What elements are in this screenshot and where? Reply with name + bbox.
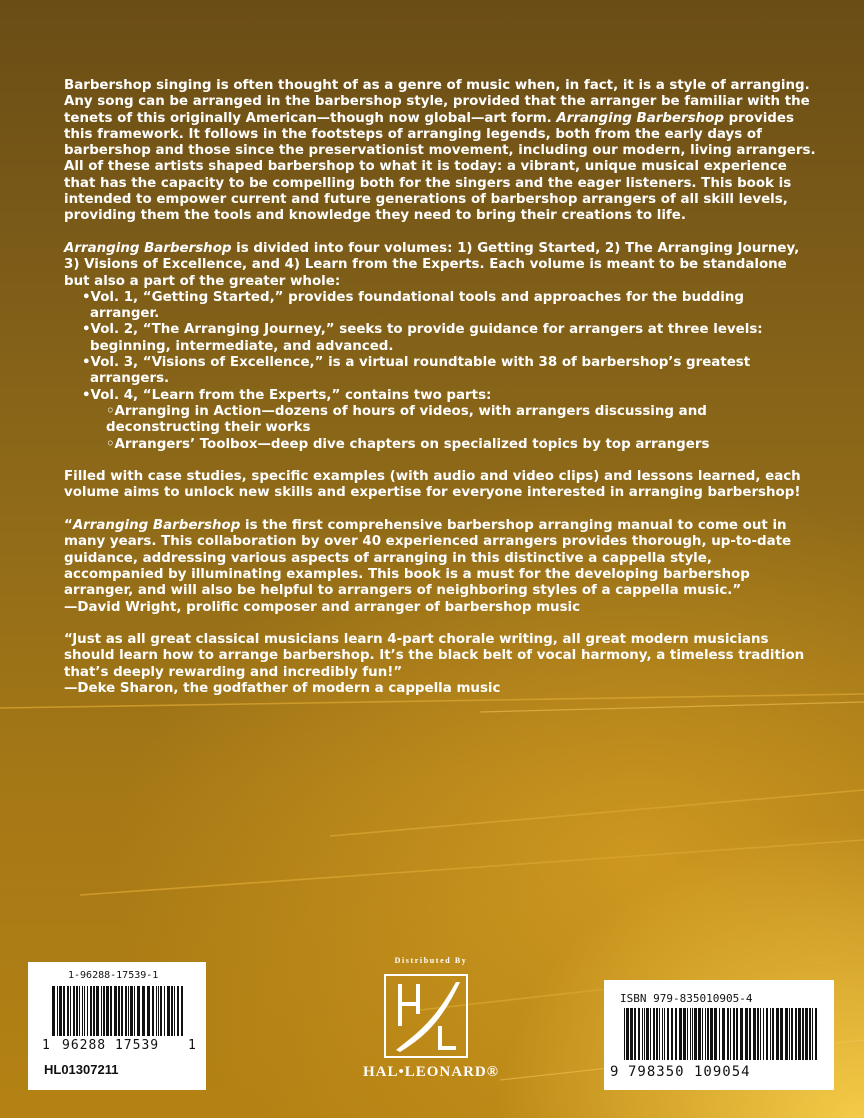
barcode-bar bbox=[121, 986, 123, 1036]
barcode-bar bbox=[638, 1008, 640, 1060]
barcode-bar bbox=[730, 1008, 731, 1060]
barcode-bar bbox=[90, 986, 92, 1036]
barcode-bar bbox=[745, 1008, 748, 1060]
barcode-bar bbox=[101, 986, 102, 1036]
barcode-bar bbox=[785, 1008, 788, 1060]
barcode-bar bbox=[749, 1008, 751, 1060]
barcode-bar bbox=[73, 986, 75, 1036]
barcode-bar bbox=[171, 986, 173, 1036]
barcode-bar bbox=[675, 1008, 677, 1060]
barcode-bar bbox=[181, 986, 183, 1036]
barcode-bar bbox=[662, 1008, 663, 1060]
barcode-bar bbox=[659, 1008, 660, 1060]
quote-sharon bbox=[64, 632, 816, 697]
intro-text-1: Barbershop singing is often thought of as a genre of music when, in fact, it is a style of arranging. Any song can be arranged in the barbershop style, provided that the arranger be familiar with the tenets of this originally American—though now global—art form. bbox=[64, 78, 810, 126]
barcode-bar bbox=[142, 986, 145, 1036]
barcode-bar bbox=[84, 986, 85, 1036]
barcode-bars bbox=[624, 1008, 818, 1060]
barcode-digits: 798350 109054 bbox=[628, 1064, 751, 1080]
quote-attribution: —David Wright, prolific composer and arranger of barbershop music bbox=[64, 599, 581, 615]
barcode-bar bbox=[805, 1008, 808, 1060]
isbn-barcode bbox=[604, 980, 834, 1090]
barcode-bar bbox=[103, 986, 105, 1036]
barcode-bar bbox=[656, 1008, 658, 1060]
barcode-bar bbox=[722, 1008, 725, 1060]
volumes-lead-text: is divided into four volumes: 1) Getting Started, 2) The Arranging Journey, 3) Visions of Excellence, and 4) Learn from the Experts. Each volume is meant to be standalone but also a part of the greater whole: bbox=[64, 240, 800, 289]
barcode-bar bbox=[644, 1008, 645, 1060]
barcode-bar bbox=[760, 1008, 761, 1060]
barcode-bar bbox=[156, 986, 157, 1036]
barcode-bar bbox=[776, 1008, 779, 1060]
summary-paragraph: Filled with case studies, specific examples (with audio and video clips) and lessons learned, each volume aims to unlock new skills and expertise for everyone interested in arranging barbershop! bbox=[64, 469, 801, 501]
barcode-bar bbox=[96, 986, 99, 1036]
barcode-bar bbox=[753, 1008, 756, 1060]
barcode-bar bbox=[118, 986, 120, 1036]
barcode-bar bbox=[757, 1008, 759, 1060]
barcode-bar bbox=[87, 986, 88, 1036]
barcode-bar bbox=[705, 1008, 706, 1060]
volume-4-parts bbox=[64, 404, 816, 453]
barcode-bar bbox=[763, 1008, 764, 1060]
volume-item: •Vol. 2, “The Arranging Journey,” seeks to provide guidance for arrangers at three levels: beginning, intermediate, and advanced. bbox=[82, 322, 763, 354]
barcode-bar bbox=[770, 1008, 771, 1060]
barcode-bar bbox=[671, 1008, 673, 1060]
barcode-bar bbox=[624, 1008, 625, 1060]
barcode-bar bbox=[809, 1008, 811, 1060]
barcode-bar bbox=[679, 1008, 682, 1060]
volume-list bbox=[64, 290, 816, 404]
barcode-bar bbox=[160, 986, 162, 1036]
barcode-bar bbox=[789, 1008, 790, 1060]
barcode-bar bbox=[152, 986, 154, 1036]
barcode-bar bbox=[687, 1008, 688, 1060]
hl-product-code: HL01307211 bbox=[44, 1062, 119, 1077]
barcode-digits: 96288 17539 bbox=[62, 1038, 160, 1053]
barcode-bar bbox=[70, 986, 71, 1036]
volume-4-part: ◦Arrangers’ Toolbox—deep dive chapters on specialized topics by top arrangers bbox=[106, 436, 710, 452]
publisher-name: HAL•LEONARD® bbox=[363, 1064, 499, 1080]
barcode-bar bbox=[646, 1008, 649, 1060]
barcode-bar bbox=[736, 1008, 738, 1060]
barcode-bar bbox=[815, 1008, 817, 1060]
barcode-bar bbox=[780, 1008, 783, 1060]
barcode-bar bbox=[714, 1008, 717, 1060]
barcode-bar bbox=[114, 986, 117, 1036]
barcode-bar bbox=[766, 1008, 768, 1060]
barcode-bar bbox=[692, 1008, 693, 1060]
barcode-bar bbox=[802, 1008, 804, 1060]
barcode-bar bbox=[710, 1008, 713, 1060]
barcode-bar bbox=[791, 1008, 793, 1060]
intro-paragraph bbox=[64, 78, 816, 225]
barcode-bar bbox=[67, 986, 69, 1036]
quote-wright bbox=[64, 518, 816, 616]
volume-item: •Vol. 1, “Getting Started,” provides foundational tools and approaches for the budding arranger. bbox=[82, 289, 744, 322]
barcode-bars bbox=[52, 986, 184, 1036]
barcode-bar bbox=[106, 986, 109, 1036]
barcode-bar bbox=[177, 986, 179, 1036]
volume-item: •Vol. 4, “Learn from the Experts,” contains two parts: bbox=[82, 387, 492, 403]
quote-open: “ bbox=[64, 518, 73, 534]
barcode-digit: 1 bbox=[42, 1038, 51, 1053]
barcode-bar bbox=[690, 1008, 691, 1060]
barcode-bar bbox=[664, 1008, 665, 1060]
barcode-bar bbox=[694, 1008, 697, 1060]
barcode-bar bbox=[167, 986, 170, 1036]
barcode-bar bbox=[137, 986, 140, 1036]
barcode-bar bbox=[707, 1008, 709, 1060]
barcode-bar bbox=[772, 1008, 774, 1060]
quote-text: “Just as all great classical musicians learn 4-part chorale writing, all great modern musicians should learn how to arrange barbershop. It’s the black belt of vocal harmony, a timeless tradition that’s deeply rewarding and incredibly fun!” bbox=[64, 632, 805, 680]
barcode-bar bbox=[795, 1008, 797, 1060]
barcode-bar bbox=[650, 1008, 651, 1060]
book-title: Arranging Barbershop bbox=[556, 110, 724, 126]
barcode-bar bbox=[630, 1008, 633, 1060]
barcode-digit: 9 bbox=[610, 1064, 620, 1080]
barcode-bar bbox=[798, 1008, 801, 1060]
barcode-bar bbox=[812, 1008, 813, 1060]
back-cover-text bbox=[64, 78, 816, 714]
barcode-bar bbox=[158, 986, 159, 1036]
barcode-bar bbox=[63, 986, 65, 1036]
barcode-bar bbox=[93, 986, 95, 1036]
barcode-bar bbox=[727, 1008, 729, 1060]
book-title: Arranging Barbershop bbox=[64, 240, 232, 256]
barcode-bar bbox=[52, 986, 55, 1036]
barcode-bar bbox=[740, 1008, 743, 1060]
barcode-digit: 1 bbox=[188, 1038, 197, 1053]
barcode-bar bbox=[667, 1008, 669, 1060]
volume-4-part: ◦Arranging in Action—dozens of hours of videos, with arrangers discussing and deconstructing their works bbox=[106, 403, 707, 436]
barcode-bar bbox=[76, 986, 78, 1036]
barcode-bar bbox=[626, 1008, 629, 1060]
barcode-bar bbox=[59, 986, 62, 1036]
volumes-lead bbox=[64, 241, 816, 290]
barcode-bar bbox=[698, 1008, 701, 1060]
quote-attribution: —Deke Sharon, the godfather of modern a cappella music bbox=[64, 680, 501, 696]
barcode-bar bbox=[128, 986, 129, 1036]
upc-top-number: 1-96288-17539-1 bbox=[68, 970, 159, 981]
barcode-bar bbox=[174, 986, 175, 1036]
quote-text: is the first comprehensive barbershop arranging manual to come out in many years. This collaboration by over 40 experienced arrangers provides thorough, up-to-date guidance, addressing various aspects of arranging in this distinctive a cappella style, accompanied by illuminating examples. This book is a must for the developing barbershop arranger, and will also be helpful to arrangers of neighboring styles of a cappella music.” bbox=[64, 518, 792, 599]
hal-leonard-logo bbox=[336, 956, 526, 1086]
barcode-bar bbox=[719, 1008, 720, 1060]
barcode-bar bbox=[134, 986, 135, 1036]
barcode-bar bbox=[147, 986, 150, 1036]
barcode-bar bbox=[702, 1008, 703, 1060]
barcode-bar bbox=[125, 986, 127, 1036]
volume-item: •Vol. 3, “Visions of Excellence,” is a virtual roundtable with 38 of barbershop’s greatest arrangers. bbox=[82, 355, 751, 387]
barcode-bar bbox=[57, 986, 58, 1036]
string-line bbox=[330, 790, 864, 836]
book-title: Arranging Barbershop bbox=[72, 518, 241, 534]
barcode-bar bbox=[653, 1008, 655, 1060]
barcode-bar bbox=[82, 986, 83, 1036]
barcode-bar bbox=[130, 986, 133, 1036]
intro-text-2: provides this framework. It follows in the footsteps of arranging legends, both from the early days of barbershop and those since the preservationist movement, including our modern, living arrangers. All of these artists shaped barbershop to what it is today: a vibrant, unique musical experience that has the capacity to be compelling both for the singers and the eager listeners. This book is intended to empower current and future generations of barbershop arrangers of all skill levels, providing them the tools and knowledge they need to bring their creations to life. bbox=[64, 110, 816, 224]
barcode-bar bbox=[79, 986, 80, 1036]
volumes-section bbox=[64, 241, 816, 453]
barcode-bar bbox=[110, 986, 112, 1036]
barcode-bar bbox=[683, 1008, 686, 1060]
string-line bbox=[80, 840, 864, 895]
barcode-bar bbox=[642, 1008, 643, 1060]
hal-leonard-mark-icon bbox=[384, 974, 468, 1058]
barcode-bar bbox=[634, 1008, 636, 1060]
barcode-bar bbox=[164, 986, 165, 1036]
barcode-bar bbox=[733, 1008, 735, 1060]
distributed-by-label: Distributed By bbox=[394, 956, 468, 965]
isbn-number: ISBN 979-835010905-4 bbox=[620, 992, 753, 1005]
